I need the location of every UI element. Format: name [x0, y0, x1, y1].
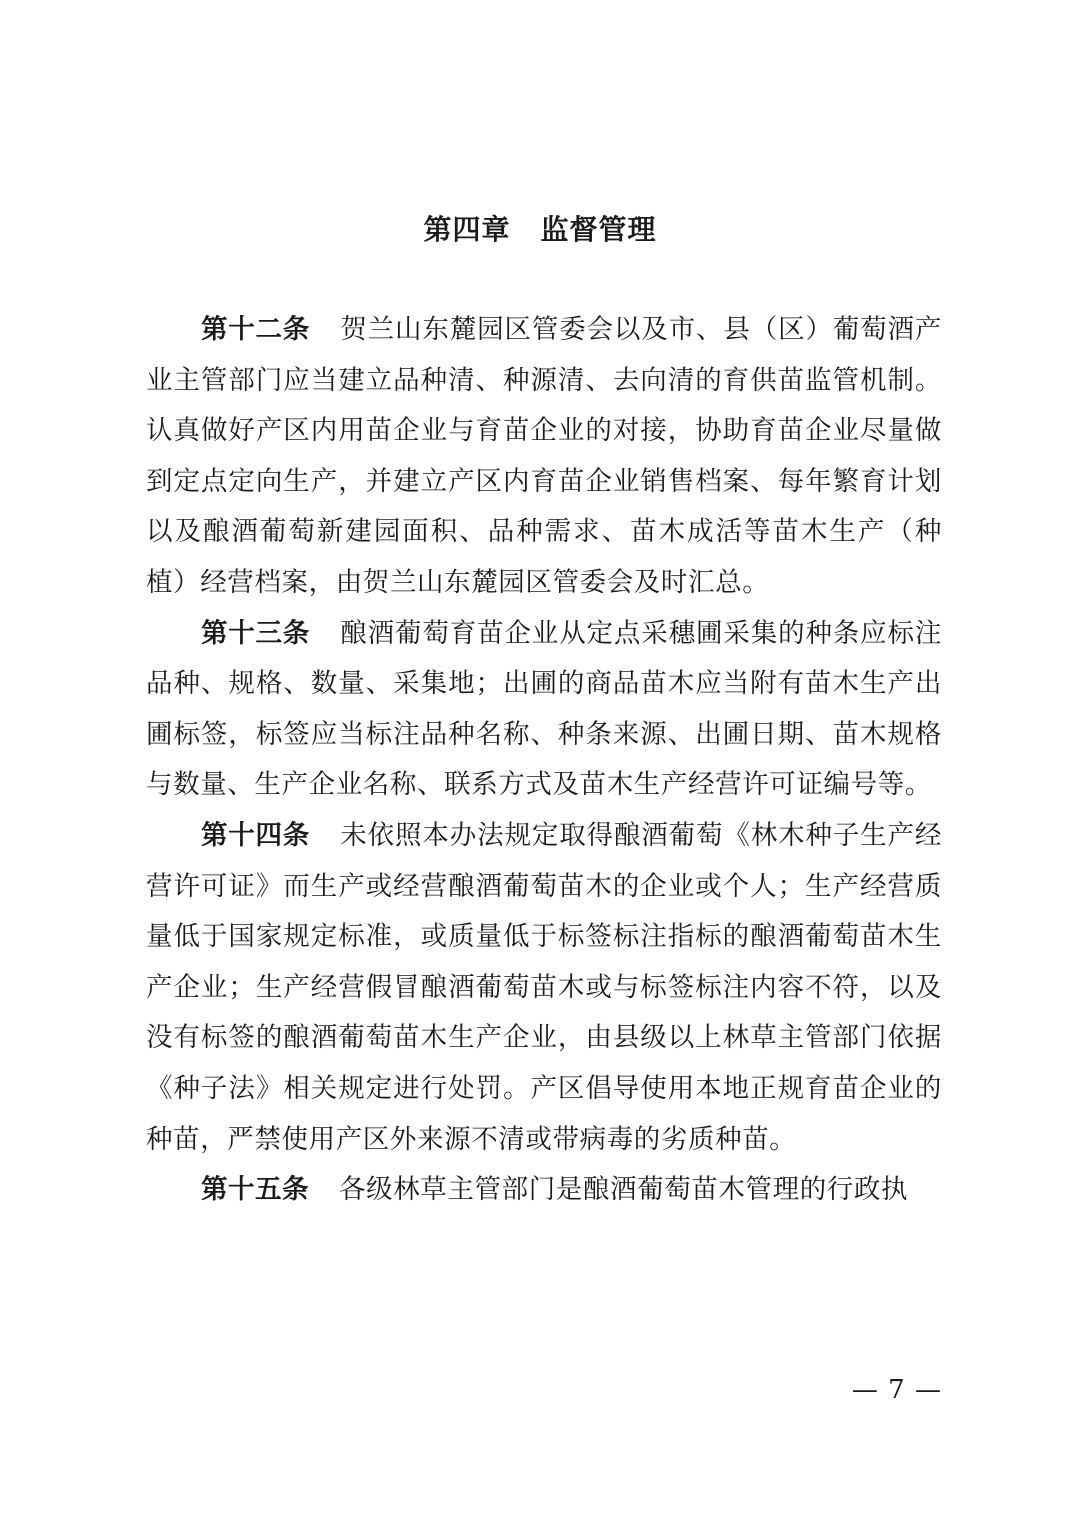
article-15: [146, 1165, 942, 1216]
chapter-number: 第四章: [423, 213, 511, 246]
chapter-heading: [0, 204, 1080, 256]
article-text: 酿酒葡萄育苗企业从定点采穗圃采集的种条应标注品种、规格、数量、采集地；出圃的商品苗木应当附有苗木生产出圃标签，标签应当标注品种名称、种条来源、出圃日期、苗木规格与数量、生产企业名称、联系方式及苗木生产经营许可证编号等。: [146, 617, 942, 801]
article-number: 第十二条: [201, 314, 311, 345]
article-number: 第十三条: [201, 617, 311, 649]
page-number: — 7 —: [851, 1375, 942, 1405]
article-13: [146, 609, 942, 811]
article-14: [146, 811, 942, 1165]
article-text: 各级林草主管部门是酿酒葡萄苗木管理的行政执: [339, 1174, 909, 1206]
article-12: [146, 305, 942, 609]
article-number: 第十四条: [201, 819, 311, 851]
article-text: 未依照本办法规定取得酿酒葡萄《林木种子生产经营许可证》而生产或经营酿酒葡萄苗木的企业或个人；生产经营质量低于国家规定标准，或质量低于标签标注指标的酿酒葡萄苗木生产企业；生产经营假冒酿酒葡萄苗木或与标签标注内容不符，以及没有标签的酿酒葡萄苗木生产企业，由县级以上林草主管部门依据《种子法》相关规定进行处罚。产区倡导使用本地正规育苗企业的种苗，严禁使用产区外来源不清或带病毒的劣质种苗。: [146, 819, 942, 1155]
chapter-title: 监督管理: [540, 213, 657, 246]
article-number: 第十五条: [201, 1174, 309, 1206]
article-text: 贺兰山东麓园区管委会以及市、县（区）葡萄酒产业主管部门应当建立品种清、种源清、去向清的育供苗监管机制。认真做好产区内用苗企业与育苗企业的对接，协助育苗企业尽量做到定点定向生产，并建立产区内育苗企业销售档案、每年繁育计划以及酿酒葡萄新建园面积、品种需求、苗木成活等苗木生产（种植）经营档案，由贺兰山东麓园区管委会及时汇总。: [146, 314, 942, 598]
document-body: [146, 305, 942, 1216]
